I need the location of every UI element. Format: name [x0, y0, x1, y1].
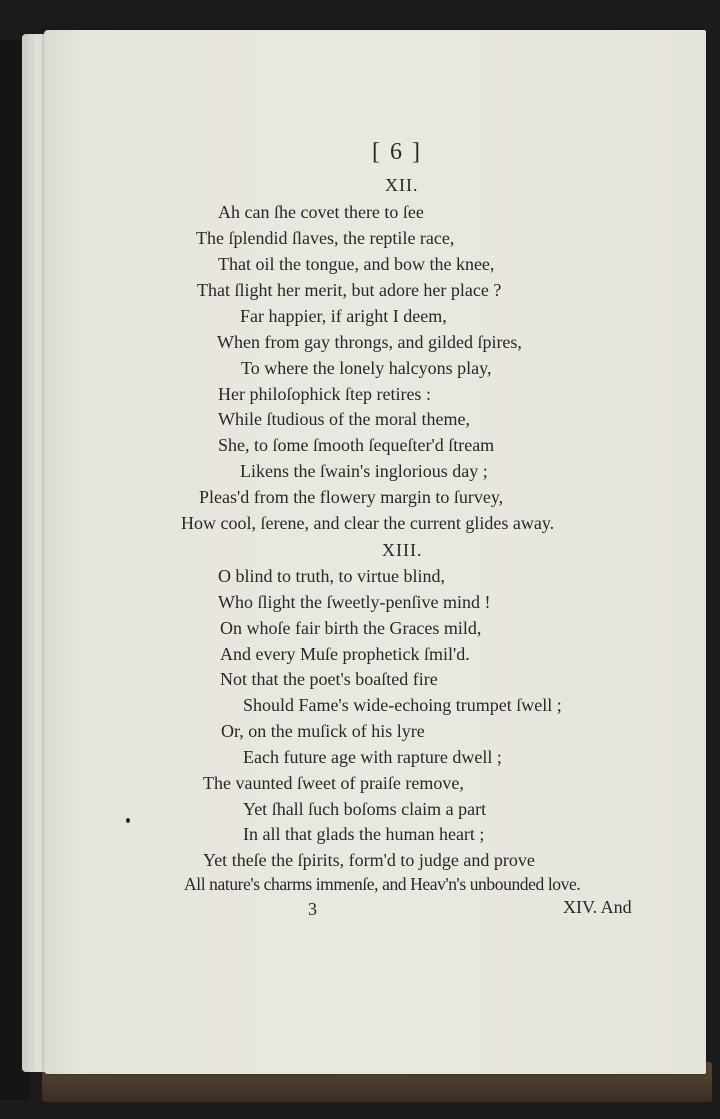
poem-line: Her philoſophick ſtep retires :: [218, 384, 431, 404]
poem-line: The ſplendid ſlaves, the reptile race,: [196, 228, 455, 248]
poem-line: Pleas'd from the flowery margin to ſurvey,: [199, 487, 504, 507]
poem-line: That ſlight her merit, but adore her place ?: [197, 280, 502, 300]
stanza-number: XII.: [385, 175, 419, 195]
poem-line: Who ſlight the ſweetly-penſive mind !: [218, 592, 491, 612]
poem-line: The vaunted ſweet of praiſe remove,: [203, 773, 464, 793]
stanza-number: XIII.: [382, 540, 423, 560]
ink-spot: [126, 818, 130, 823]
poem-line: How cool, ſerene, and clear the current glides away.: [181, 513, 555, 533]
page-header: [ 6 ]: [372, 139, 422, 165]
poem-line: Should Fame's wide-echoing trumpet ſwell ;: [243, 695, 562, 715]
poem-line: She, to ſome ſmooth ſequeſter'd ſtream: [218, 435, 495, 455]
poem-line: All nature's charms immenſe, and Heav'n's unbounded love.: [184, 874, 581, 894]
catchword: XIV. And: [563, 897, 632, 917]
poem-line: Likens the ſwain's inglorious day ;: [240, 461, 488, 481]
poem-line: Ah can ſhe covet there to ſee: [218, 202, 424, 222]
poem-line: Or, on the muſick of his lyre: [221, 721, 425, 741]
poem-line: Each future age with rapture dwell ;: [243, 747, 502, 767]
poem-line: When from gay throngs, and gilded ſpires,: [217, 332, 522, 352]
poem-line: Not that the poet's boaſted fire: [220, 669, 438, 689]
poem-line: While ſtudious of the moral theme,: [218, 409, 470, 429]
poem-line: O blind to truth, to virtue blind,: [218, 566, 445, 586]
poem-line: Yet ſhall ſuch boſoms claim a part: [243, 799, 487, 819]
poem-line: To where the lonely halcyons play,: [241, 358, 492, 378]
poem-line: Yet theſe the ſpirits, form'd to judge and prove: [203, 850, 535, 870]
poem-line: That oil the tongue, and bow the knee,: [218, 254, 495, 274]
poem-line: In all that glads the human heart ;: [243, 824, 485, 844]
book-page: [44, 30, 706, 1074]
poem-line: Far happier, if aright I deem,: [240, 306, 447, 326]
poem-line: On whoſe fair birth the Graces mild,: [220, 618, 482, 638]
poem-line: And every Muſe prophetick ſmil'd.: [220, 644, 470, 664]
signature-mark: 3: [308, 899, 317, 919]
